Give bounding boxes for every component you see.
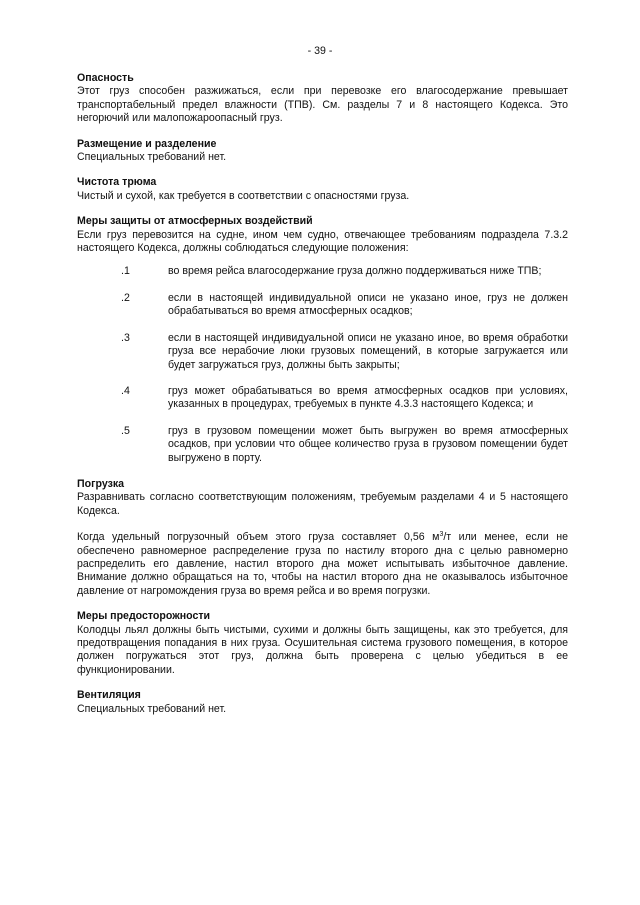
- section-paragraph: Специальных требований нет.: [77, 151, 227, 164]
- list-item-number: .5: [121, 424, 130, 437]
- section-paragraph: Разравнивать согласно соответствующим положениям, требуемым разделами 4 и 5 настоящего Кодекса.: [77, 491, 568, 517]
- section-paragraph: Если груз перевозится на судне, ином чем судно, отвечающее требованиям подраздела 7.3.2 настоящего Кодекса, должны соблюдаться следующие положения:: [77, 228, 568, 255]
- section-precautions: [77, 610, 568, 677]
- section-paragraph: Колодцы льял должны быть чистыми, сухими и должны быть защищены, как это требуется, для предотвращения попадания в них груза. Осушительная система грузового помещения, в которое должен погружаться этот груз, должна быть проверена с целью убедиться в ее функционировании.: [77, 623, 568, 676]
- section-paragraph: Этот груз способен разжижаться, если при перевозке его влагосодержание превышает транспортабельный предел влажности (ТПВ). См. разделы 7 и 8 настоящего Кодекса. Это негорючий или малопожароопасный груз.: [77, 85, 568, 125]
- list-item-text: если в настоящей индивидуальной описи не указано иное, во время обработки груза все нерабочие люки грузовых помещений, в которые загружается или будет загружаться груз, должны быть закрыты;: [168, 331, 568, 371]
- list-item: [77, 385, 568, 412]
- section-ventilation: [77, 689, 568, 716]
- section-heading: Чистота трюма: [77, 176, 157, 189]
- section-loading: [77, 478, 568, 598]
- list-item-number: .3: [121, 331, 130, 344]
- list-item-number: .1: [121, 265, 130, 278]
- list-item-text: если в настоящей индивидуальной описи не указано иное, груз не должен обрабатываться во время атмосферных осадков;: [168, 291, 568, 318]
- list-item: [77, 265, 568, 278]
- superscript: 3: [439, 531, 444, 539]
- list-item: [77, 332, 568, 372]
- section-hazard: [77, 72, 568, 126]
- section-stowage-segregation: [77, 138, 568, 165]
- list-item-number: .2: [121, 291, 130, 304]
- section-paragraph: Чистый и сухой, как требуется в соответствии с опасностями груза.: [77, 189, 410, 202]
- list-item-number: .4: [121, 384, 130, 397]
- section-weather-precautions: [77, 215, 568, 465]
- paragraph-text: /т или менее, если не обеспечено равномерное распределение груза по настилу второго дна с целью равномерно распределить его давление, настил второго дна может испытывать избыточное давление. Внимание должно обращаться на то, чтобы на настил второго дна не оказывалось избыточное давление от нагромождения груза во время рейса и во время погрузки.: [77, 531, 568, 597]
- section-paragraph-stowage-factor: [77, 531, 568, 598]
- section-heading: Меры предосторожности: [77, 610, 211, 623]
- section-paragraph: Специальных требований нет.: [77, 702, 227, 715]
- section-heading: Погрузка: [77, 477, 125, 490]
- list-item: [77, 425, 568, 465]
- paragraph-text: Когда удельный погрузочный объем этого груза составляет 0,56 м: [77, 531, 440, 544]
- page-number: - 39 -: [307, 45, 333, 57]
- section-hold-cleanliness: [77, 176, 568, 203]
- document-body: [77, 72, 568, 728]
- provisions-list: [77, 265, 568, 464]
- list-item-text: во время рейса влагосодержание груза должно поддерживаться ниже ТПВ;: [168, 265, 542, 278]
- list-item: [77, 292, 568, 319]
- section-heading: Размещение и разделение: [77, 137, 217, 150]
- section-heading: Меры защиты от атмосферных воздействий: [77, 215, 313, 228]
- list-item-text: груз в грузовом помещении может быть выгружен во время атмосферных осадков, при условии что общее количество груза в грузовом помещении будет выгружено в порту.: [168, 424, 568, 464]
- list-item-text: груз может обрабатываться во время атмосферных осадков при условиях, указанных в процедурах, требуемых в пункте 4.3.3 настоящего Кодекса; и: [168, 384, 568, 411]
- section-heading: Вентиляция: [77, 689, 141, 702]
- section-heading: Опасность: [77, 72, 134, 84]
